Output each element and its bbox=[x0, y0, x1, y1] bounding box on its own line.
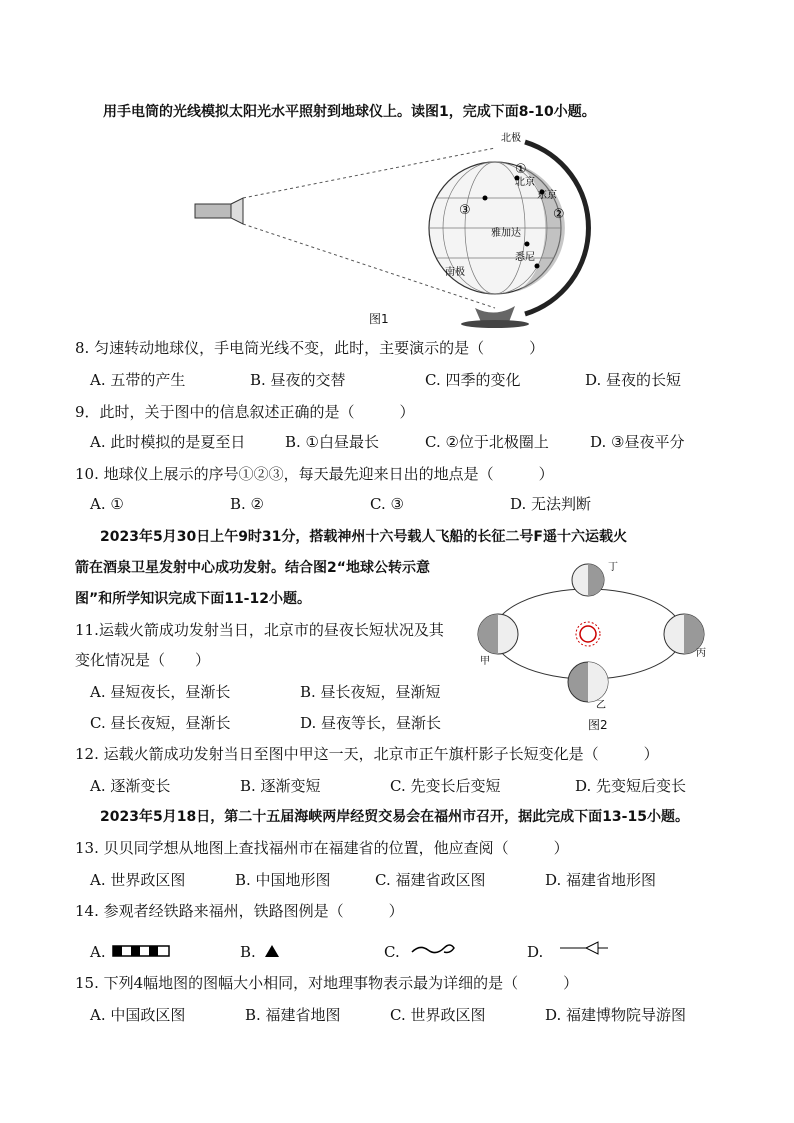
question-11-option-d: D. 昼夜等长，昼渐长 bbox=[300, 714, 442, 732]
question-13-option-b: B. 中国地形图 bbox=[235, 871, 331, 889]
question-9-option-b: B. ①白昼最长 bbox=[285, 433, 380, 451]
intro-paragraph-3: 2023年5月18日，第二十五届海峡两岸经贸交易会在福州市召开，据此完成下面13-15小题。 bbox=[100, 809, 689, 825]
question-11-option-a: A. 昼短夜长，昼渐长 bbox=[90, 683, 231, 701]
question-13-stem: 13. 贝贝同学想从地图上查找福州市在福建省的位置，他应查阅（ ） bbox=[75, 839, 569, 857]
question-11-option-c: C. 昼长夜短，昼渐长 bbox=[90, 714, 231, 732]
label-jakarta: 雅加达 bbox=[491, 228, 521, 239]
intro-paragraph-2-line-2: 箭在酒泉卫星发射中心成功发射。结合图2“地球公转示意 bbox=[75, 560, 430, 576]
question-15-option-b: B. 福建省地图 bbox=[245, 1006, 341, 1024]
label-beijing: 北京 bbox=[515, 177, 535, 188]
question-14-stem: 14. 参观者经铁路来福州，铁路图例是（ ） bbox=[75, 902, 404, 920]
earth-ding bbox=[572, 564, 604, 596]
label-south-pole: 南极 bbox=[445, 267, 465, 278]
question-14-option-b: B. bbox=[240, 943, 256, 961]
question-8-stem: 8. 匀速转动地球仪，手电筒光线不变，此时，主要演示的是（ ） bbox=[75, 339, 545, 357]
question-10-stem: 10. 地球仪上展示的序号①②③，每天最先迎来日出的地点是（ ） bbox=[75, 465, 554, 483]
question-9-stem: 9．此时，关于图中的信息叙述正确的是（ ） bbox=[75, 403, 415, 421]
label-sydney: 悉尼 bbox=[515, 252, 535, 263]
question-15-option-a: A. 中国政区图 bbox=[90, 1006, 186, 1024]
intro-paragraph-2-line-3: 图”和所学知识完成下面11-12小题。 bbox=[75, 591, 311, 607]
intro-paragraph-2-line-1: 2023年5月30日上午9时31分，搭载神州十六号载人飞船的长征二号F遥十六运载火 bbox=[100, 529, 627, 545]
label-point-2: ② bbox=[553, 207, 565, 222]
question-12-option-d: D. 先变短后变长 bbox=[575, 777, 687, 795]
question-8-option-c: C. 四季的变化 bbox=[425, 371, 521, 389]
question-12-option-b: B. 逐渐变短 bbox=[240, 777, 321, 795]
question-10-option-a: A. ① bbox=[90, 495, 124, 513]
question-8-option-b: B. 昼夜的交替 bbox=[250, 371, 346, 389]
triangle-peak-icon bbox=[264, 944, 280, 958]
question-11-stem-line-1: 11.运载火箭成功发射当日，北京市的昼夜长短状况及其 bbox=[75, 621, 444, 639]
label-point-3: ③ bbox=[459, 203, 471, 218]
figure-1-globe-diagram bbox=[185, 128, 625, 328]
question-11-option-b: B. 昼长夜短，昼渐短 bbox=[300, 683, 441, 701]
question-15-option-d: D. 福建博物院导游图 bbox=[545, 1006, 687, 1024]
question-12-option-a: A. 逐渐变长 bbox=[90, 777, 171, 795]
figure-1-caption: 图1 bbox=[369, 312, 389, 326]
question-14-option-c: C. bbox=[384, 943, 400, 961]
label-point-1: ① bbox=[515, 162, 527, 177]
label-ding: 丁 bbox=[608, 562, 618, 573]
question-9-option-c: C. ②位于北极圈上 bbox=[425, 433, 549, 451]
question-13-option-a: A. 世界政区图 bbox=[90, 871, 186, 889]
label-yi: 乙 bbox=[596, 700, 606, 711]
question-10-option-c: C. ③ bbox=[370, 495, 404, 513]
label-jia: 甲 bbox=[480, 656, 490, 667]
question-15-stem: 15. 下列4幅地图的图幅大小相同，对地理事物表示最为详细的是（ ） bbox=[75, 974, 579, 992]
question-8-option-a: A. 五带的产生 bbox=[90, 371, 186, 389]
question-10-option-d: D. 无法判断 bbox=[510, 495, 592, 513]
railway-symbol-icon bbox=[112, 944, 170, 958]
question-9-option-d: D. ③昼夜平分 bbox=[590, 433, 685, 451]
river-symbol-icon bbox=[410, 940, 460, 960]
intro-paragraph-1: 用手电筒的光线模拟太阳光水平照射到地球仪上。读图1，完成下面8-10小题。 bbox=[103, 104, 596, 120]
question-10-option-b: B. ② bbox=[230, 495, 265, 513]
earth-jia bbox=[478, 614, 518, 654]
figure-2-orbit-diagram bbox=[470, 556, 720, 716]
question-15-option-c: C. 世界政区图 bbox=[390, 1006, 486, 1024]
question-8-option-d: D. 昼夜的长短 bbox=[585, 371, 682, 389]
earth-yi bbox=[568, 662, 608, 702]
airport-symbol-icon bbox=[558, 940, 610, 956]
label-north-pole: 北极 bbox=[501, 133, 521, 144]
question-9-option-a: A. 此时模拟的是夏至日 bbox=[90, 433, 246, 451]
figure-2-caption: 图2 bbox=[588, 718, 608, 732]
label-bing: 丙 bbox=[696, 648, 706, 659]
question-13-option-d: D. 福建省地形图 bbox=[545, 871, 657, 889]
label-tokyo: 东京 bbox=[537, 190, 557, 201]
question-12-stem: 12. 运载火箭成功发射当日至图中甲这一天，北京市正午旗杆影子长短变化是（ ） bbox=[75, 745, 659, 763]
question-12-option-c: C. 先变长后变短 bbox=[390, 777, 501, 795]
question-11-stem-line-2: 变化情况是（ ） bbox=[75, 651, 211, 669]
question-14-option-d: D. bbox=[527, 943, 544, 961]
question-13-option-c: C. 福建省政区图 bbox=[375, 871, 486, 889]
question-14-option-a: A. bbox=[90, 943, 106, 961]
